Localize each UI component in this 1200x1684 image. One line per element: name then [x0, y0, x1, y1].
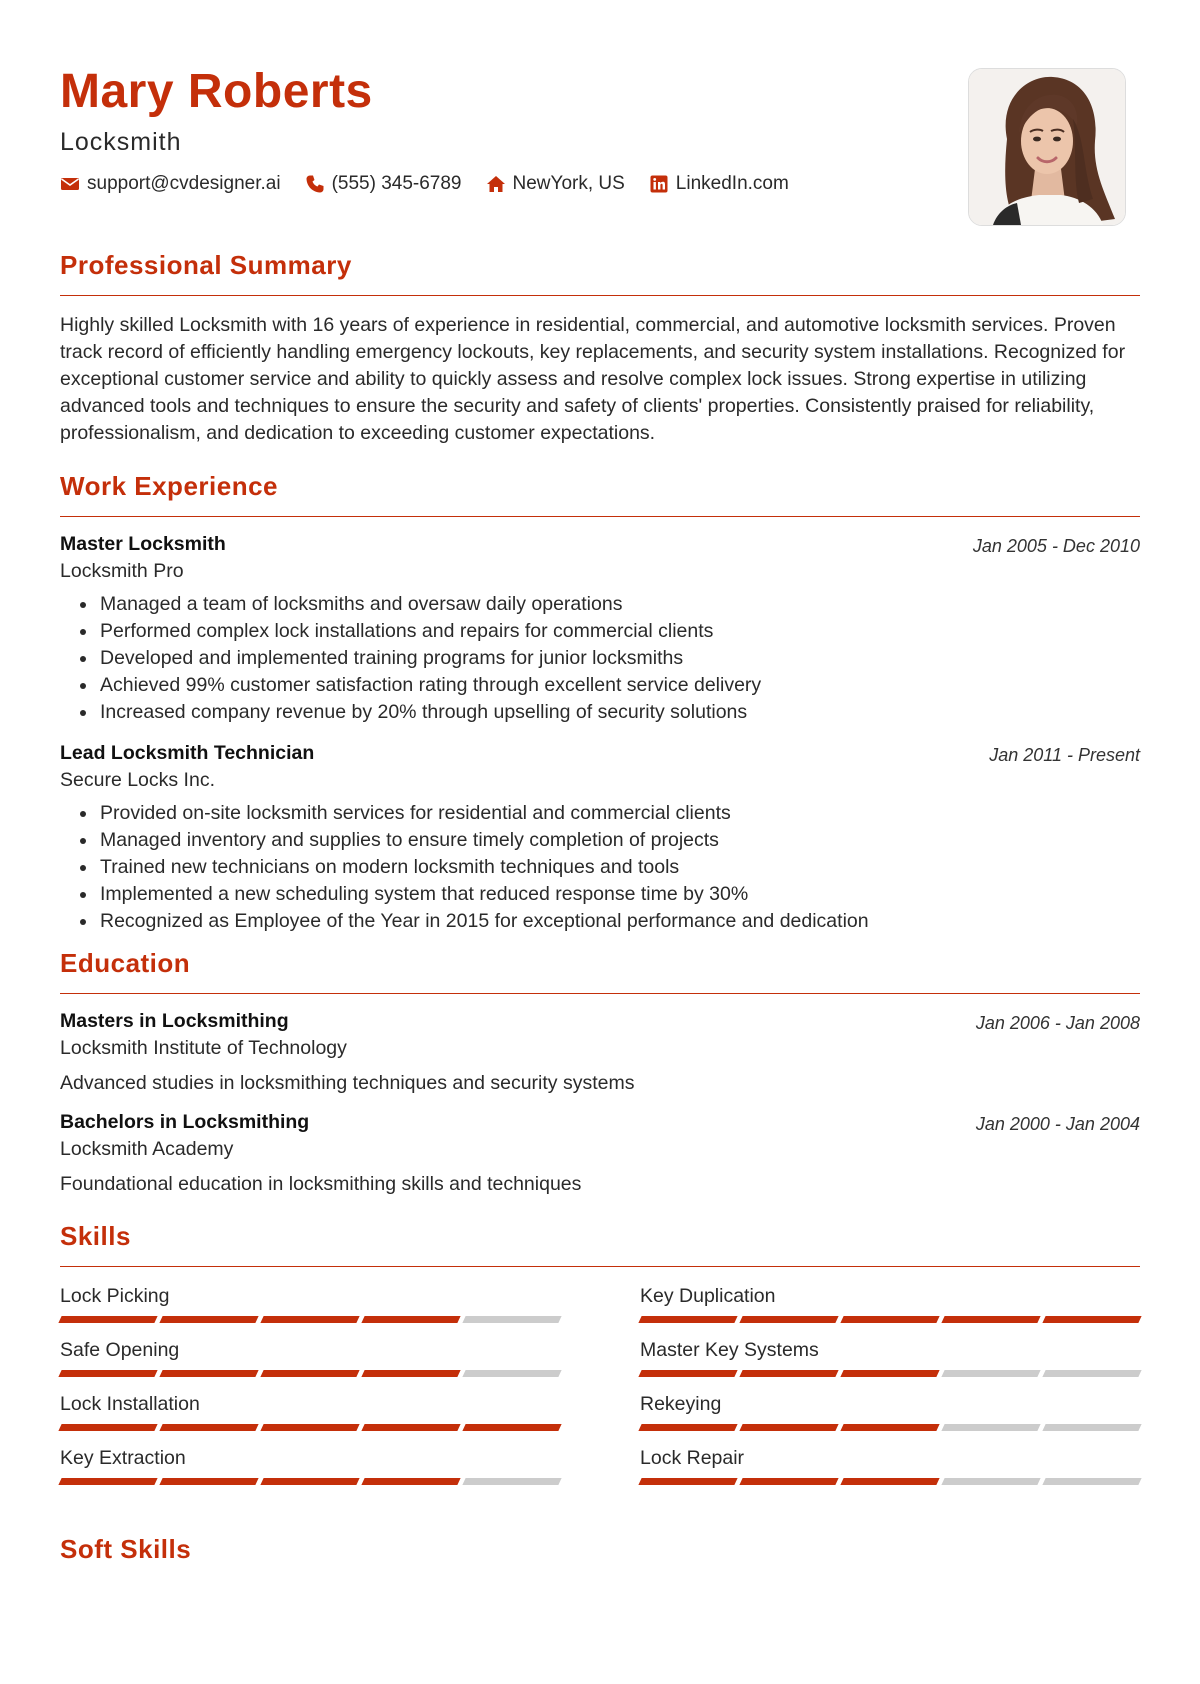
job-bullet: • Trained new technicians on modern locksmith techniques and tools [98, 854, 1140, 881]
skill-name: Key Extraction [60, 1447, 186, 1469]
skill-item [60, 1285, 560, 1323]
degree-title: Bachelors in Locksmithing [60, 1111, 310, 1133]
skill-level-bar [60, 1370, 560, 1377]
skill-segment-filled [58, 1370, 157, 1377]
education-description: Foundational education in locksmithing skills and techniques [60, 1173, 582, 1195]
skill-name: Lock Repair [640, 1447, 745, 1469]
contact-linkedin[interactable] [649, 173, 789, 195]
job-bullet: • Increased company revenue by 20% through upselling of security solutions [98, 699, 1140, 726]
envelope-icon [60, 174, 80, 194]
contact-phone[interactable] [305, 173, 462, 195]
contact-email[interactable] [60, 173, 281, 195]
candidate-role: Locksmith [60, 128, 182, 156]
phone-text: (555) 345-6789 [331, 173, 462, 194]
skill-item [60, 1339, 560, 1377]
skill-segment-filled [739, 1370, 838, 1377]
skill-segment-filled [159, 1316, 258, 1323]
summary-heading: Professional Summary [60, 250, 352, 280]
skill-level-bar [640, 1370, 1140, 1377]
phone-icon [305, 174, 325, 194]
skill-level-bar [640, 1478, 1140, 1485]
skill-segment-filled [840, 1316, 939, 1323]
job-bullet: • Managed inventory and supplies to ensure timely completion of projects [98, 827, 1140, 854]
skill-item [640, 1285, 1140, 1323]
job-bullets [60, 591, 1140, 726]
skill-segment-filled [941, 1316, 1040, 1323]
skill-name: Key Duplication [640, 1285, 776, 1307]
skill-segment-filled [840, 1424, 939, 1431]
skill-segment-filled [739, 1478, 838, 1485]
skill-segment-filled [58, 1424, 157, 1431]
skill-name: Safe Opening [60, 1339, 180, 1361]
education-heading: Education [60, 948, 191, 978]
location-text: NewYork, US [512, 173, 625, 194]
job-entry [60, 533, 1140, 726]
education-entry [60, 1111, 1140, 1196]
skill-segment-filled [739, 1424, 838, 1431]
skill-segment-filled [638, 1424, 737, 1431]
skill-segment-filled [361, 1316, 460, 1323]
skill-segment-filled [840, 1370, 939, 1377]
skill-item [640, 1447, 1140, 1485]
skill-segment-filled [638, 1478, 737, 1485]
skill-name: Rekeying [640, 1393, 722, 1415]
job-bullet: • Managed a team of locksmiths and oversaw daily operations [98, 591, 1140, 618]
job-title: Master Locksmith [60, 533, 226, 555]
skill-segment-filled [638, 1316, 737, 1323]
skill-item [640, 1393, 1140, 1431]
job-dates: Jan 2005 - Dec 2010 [972, 536, 1140, 556]
education-section [60, 948, 1140, 1196]
resume-header [60, 62, 1140, 232]
skill-segment-empty [941, 1424, 1040, 1431]
skill-segment-empty [1042, 1478, 1141, 1485]
skill-segment-filled [260, 1478, 359, 1485]
education-entry [60, 1010, 1140, 1095]
skill-name: Lock Installation [60, 1393, 200, 1415]
experience-section [60, 471, 1140, 935]
job-bullet: • Achieved 99% customer satisfaction rating through excellent service delivery [98, 672, 1140, 699]
skill-segment-filled [159, 1478, 258, 1485]
job-bullet: • Provided on-site locksmith services for residential and commercial clients [98, 800, 1140, 827]
skill-segment-empty [941, 1478, 1040, 1485]
school-name: Locksmith Institute of Technology [60, 1037, 347, 1059]
education-dates: Jan 2006 - Jan 2008 [975, 1013, 1140, 1033]
skill-segment-empty [462, 1370, 561, 1377]
school-name: Locksmith Academy [60, 1138, 234, 1160]
skill-segment-filled [58, 1316, 157, 1323]
home-icon [486, 174, 506, 194]
education-dates: Jan 2000 - Jan 2004 [975, 1114, 1140, 1134]
skill-segment-empty [1042, 1370, 1141, 1377]
job-company: Locksmith Pro [60, 560, 184, 582]
experience-heading: Work Experience [60, 471, 279, 501]
section-divider [60, 1266, 1140, 1267]
skill-level-bar [640, 1424, 1140, 1431]
skill-item [60, 1447, 560, 1485]
summary-text: Highly skilled Locksmith with 16 years of experience in residential, commercial, and automotive locksmith services. Proven track record of efficiently handling emergency lockouts, key replacements, and security system installations. Recognized for exceptional customer service and ability to quickly assess and resolve complex lock issues. Strong expertise in utilizing advanced tools and techniques to ensure the security and safety of clients' properties. Consistently praised for reliability, professionalism, and dedication to exceeding customer expectations. [60, 314, 1126, 444]
skill-segment-filled [638, 1370, 737, 1377]
skill-level-bar [60, 1424, 560, 1431]
skill-segment-filled [260, 1370, 359, 1377]
section-divider [60, 993, 1140, 994]
skills-grid [60, 1285, 1140, 1485]
candidate-name: Mary Roberts [60, 65, 373, 118]
skill-segment-filled [739, 1316, 838, 1323]
skills-section [60, 1221, 1140, 1485]
job-bullet: • Recognized as Employee of the Year in 2015 for exceptional performance and dedication [98, 908, 1140, 935]
email-text: support@cvdesigner.ai [87, 173, 281, 194]
skill-segment-filled [361, 1370, 460, 1377]
education-description: Advanced studies in locksmithing techniques and security systems [60, 1072, 635, 1094]
soft-skills-section [60, 1534, 1140, 1565]
soft-skills-heading: Soft Skills [60, 1534, 192, 1564]
job-bullets [60, 800, 1140, 935]
summary-section [60, 250, 1140, 447]
skill-segment-filled [361, 1424, 460, 1431]
job-bullet: • Implemented a new scheduling system that reduced response time by 30% [98, 881, 1140, 908]
contact-location [486, 173, 625, 195]
section-divider [60, 516, 1140, 517]
skill-segment-filled [840, 1478, 939, 1485]
degree-title: Masters in Locksmithing [60, 1010, 289, 1032]
skills-heading: Skills [60, 1221, 131, 1251]
skill-name: Master Key Systems [640, 1339, 819, 1361]
skill-segment-empty [462, 1316, 561, 1323]
skill-segment-empty [1042, 1424, 1141, 1431]
skill-level-bar [60, 1316, 560, 1323]
job-company: Secure Locks Inc. [60, 769, 215, 791]
job-dates: Jan 2011 - Present [989, 745, 1140, 765]
skill-segment-filled [462, 1424, 561, 1431]
skill-segment-empty [941, 1370, 1040, 1377]
skill-segment-filled [260, 1424, 359, 1431]
skill-segment-empty [462, 1478, 561, 1485]
section-divider [60, 295, 1140, 296]
skill-name: Lock Picking [60, 1285, 170, 1307]
skill-segment-filled [260, 1316, 359, 1323]
job-entry [60, 742, 1140, 935]
job-bullet: • Performed complex lock installations and repairs for commercial clients [98, 618, 1140, 645]
skill-segment-filled [1042, 1316, 1141, 1323]
job-title: Lead Locksmith Technician [60, 742, 315, 764]
skill-item [60, 1393, 560, 1431]
skill-item [640, 1339, 1140, 1377]
profile-photo [968, 68, 1126, 226]
skill-level-bar [640, 1316, 1140, 1323]
skill-level-bar [60, 1478, 560, 1485]
linkedin-text: LinkedIn.com [675, 173, 789, 194]
skill-segment-filled [159, 1370, 258, 1377]
skill-segment-filled [159, 1424, 258, 1431]
linkedin-icon [649, 174, 669, 194]
job-bullet: • Developed and implemented training programs for junior locksmiths [98, 645, 1140, 672]
skill-segment-filled [361, 1478, 460, 1485]
skill-segment-filled [58, 1478, 157, 1485]
